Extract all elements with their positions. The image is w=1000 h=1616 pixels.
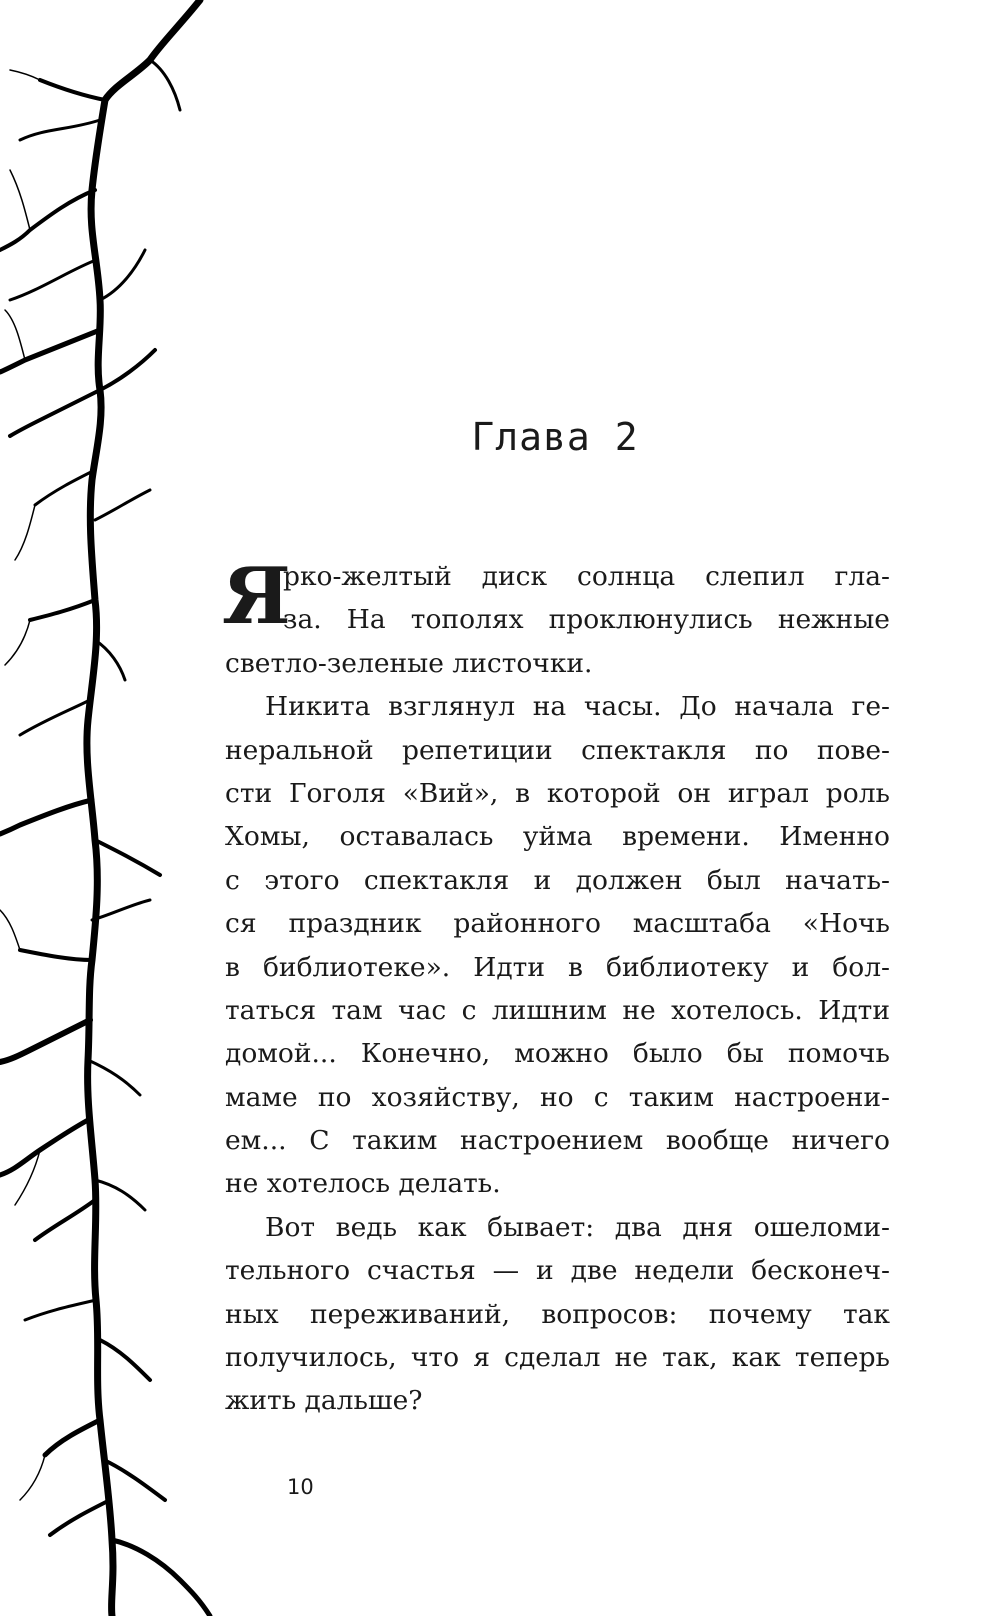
text-line: неральной репетиции спектакля по пове- bbox=[225, 734, 890, 766]
text-line: ся праздник районного масштаба «Ночь bbox=[225, 908, 890, 940]
chapter-title: Глава 2 bbox=[471, 415, 639, 459]
text-line: в библиотеке». Идти в библиотеку и бол- bbox=[225, 951, 890, 983]
text-line: за. На тополях проклюнулись нежные bbox=[283, 604, 890, 636]
text-line: ных переживаний, вопросов: почему так bbox=[225, 1298, 890, 1330]
text-line: таться там час с лишним не хотелось. Идти bbox=[225, 994, 890, 1026]
text-line: Вот ведь как бывает: два дня ошеломи- bbox=[265, 1211, 890, 1243]
drop-cap: Я bbox=[222, 551, 291, 642]
text-line: сти Гоголя «Вий», в которой он играл роль bbox=[225, 777, 890, 809]
text-line: домой... Конечно, можно было бы помочь bbox=[225, 1038, 890, 1070]
text-line: тельного счастья — и две недели бесконеч- bbox=[225, 1255, 890, 1287]
text-line: Хомы, оставалась уйма времени. Именно bbox=[225, 821, 890, 853]
text-line: с этого спектакля и должен был начать- bbox=[225, 864, 890, 896]
text-line: жить дальше? bbox=[225, 1385, 423, 1417]
crack-border-illustration bbox=[0, 0, 230, 1616]
text-line: ем... С таким настроением вообще ничего bbox=[225, 1125, 890, 1157]
page-number: 10 bbox=[287, 1475, 314, 1499]
text-line: получилось, что я сделал не так, как теперь bbox=[225, 1342, 890, 1374]
text-line: светло-зеленые листочки. bbox=[225, 647, 593, 679]
text-line: не хотелось делать. bbox=[225, 1168, 501, 1200]
text-line: рко-желтый диск солнца слепил гла- bbox=[283, 561, 890, 592]
chapter-body bbox=[222, 551, 890, 1423]
text-line: Никита взглянул на часы. До начала ге- bbox=[265, 691, 890, 723]
text-line: маме по хозяйству, но с таким настроени- bbox=[225, 1081, 890, 1113]
